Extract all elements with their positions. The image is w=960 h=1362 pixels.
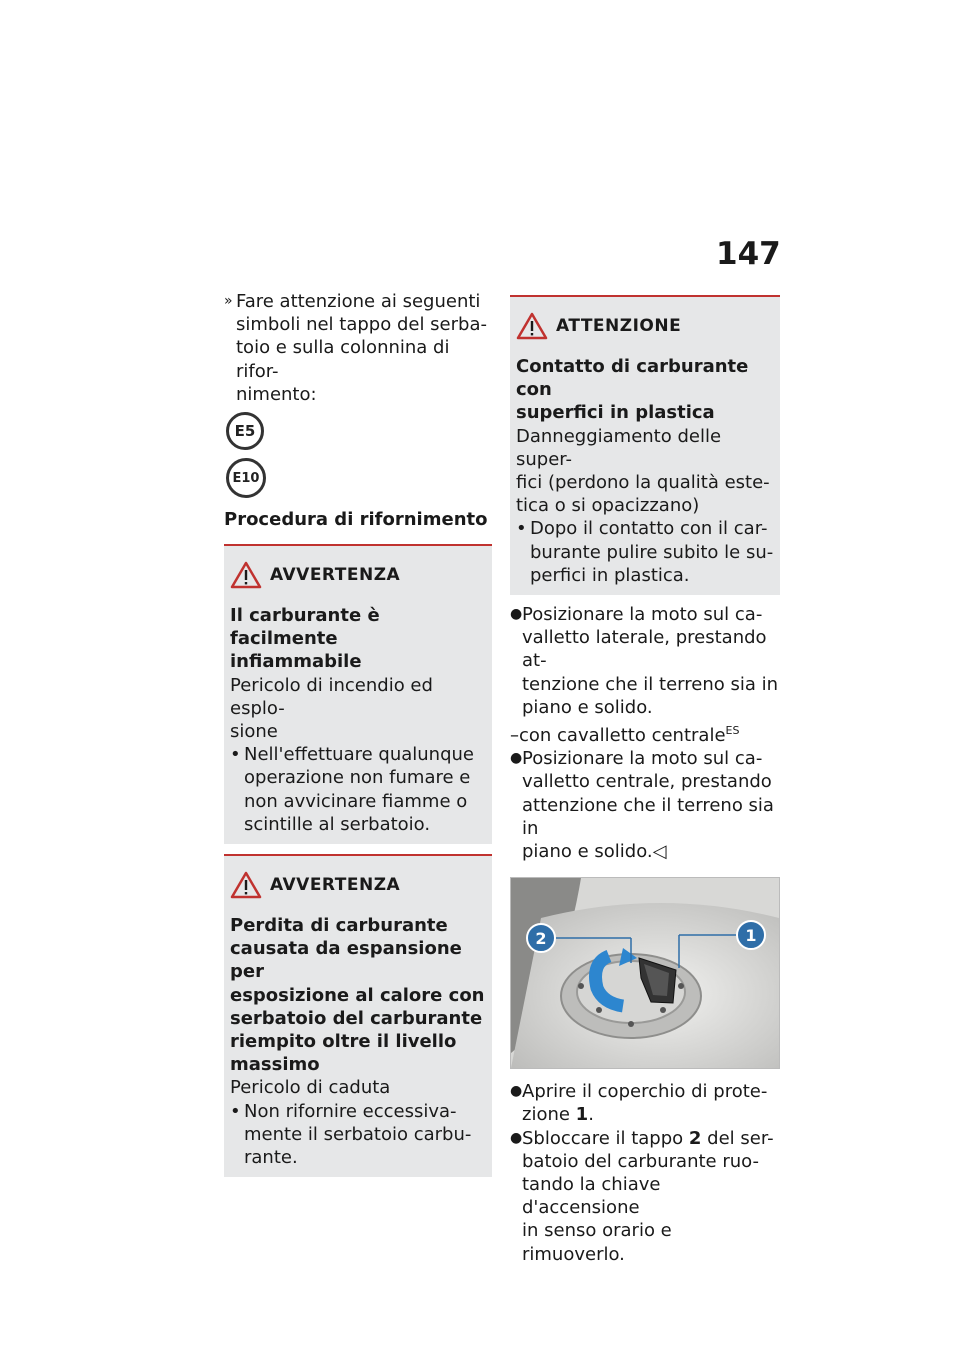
- callout-ref: 1: [575, 1104, 589, 1126]
- warning-risk: Pericolo di incendio ed esplo-: [230, 674, 433, 719]
- end-mark: ◁: [652, 841, 667, 863]
- caution-title: ATTENZIONE: [556, 316, 682, 336]
- warning-box: [224, 544, 492, 844]
- intro-line: nimento:: [236, 383, 317, 405]
- fuel-e5-icon: E5: [226, 412, 264, 450]
- section-heading: Procedura di rifornimento: [224, 509, 488, 531]
- step-line: batoio del carburante ruo-: [522, 1150, 759, 1172]
- bullet-line: Non rifornire eccessiva-: [244, 1100, 457, 1122]
- warning-subject: esposizione al calore con: [230, 984, 485, 1006]
- warning-triangle-icon: [516, 312, 548, 340]
- warning-subject: Il carburante è facilmente: [230, 605, 380, 650]
- fuel-e10-icon: E10: [226, 458, 266, 498]
- left-column: [224, 290, 492, 1177]
- variant-label: [510, 719, 780, 747]
- special-equipment-sup: ES: [725, 724, 740, 738]
- intro-line: toio e sulla colonnina di rifor-: [236, 337, 450, 382]
- warning-risk: sione: [230, 721, 278, 743]
- instruction-step: ● Aprire il coperchio di prote- zione 1.: [510, 1081, 768, 1126]
- warning-box: [224, 854, 492, 1177]
- callout-label: 2: [535, 929, 547, 949]
- bullet-line: scintille al serbatoio.: [244, 813, 431, 835]
- fuel-cap-figure: [510, 877, 780, 1069]
- step-line: piano e solido.: [522, 841, 653, 863]
- intro-line: Fare attenzione ai seguenti: [236, 291, 481, 312]
- step-line: piano e solido.: [522, 696, 653, 718]
- page-number: 147: [716, 236, 781, 272]
- step-line: valletto laterale, prestando at-: [522, 627, 767, 672]
- step-line: del ser-: [701, 1127, 774, 1149]
- step-line: zione: [522, 1104, 576, 1126]
- step-line: valletto centrale, prestando: [522, 771, 772, 793]
- step-line: Posizionare la moto sul ca-: [522, 748, 763, 770]
- warning-title: AVVERTENZA: [270, 875, 401, 896]
- caution-box: [510, 295, 780, 595]
- caution-risk: Danneggiamento delle super-: [516, 425, 722, 470]
- step-line: .: [588, 1104, 594, 1126]
- instruction-step: ● Sbloccare il tappo 2 del ser- batoio del carburante ruo- tando la chiave d'accensione in senso orario e rimuoverlo.: [510, 1127, 780, 1266]
- bullet-line: burante pulire subito le su-: [530, 541, 774, 563]
- caution-risk: tica o si opacizzano): [516, 495, 700, 517]
- warning-risk: Pericolo di caduta: [230, 1077, 391, 1099]
- warning-subject: infiammabile: [230, 651, 362, 673]
- step-line: Sbloccare il tappo: [522, 1127, 689, 1149]
- callout-label: 1: [745, 926, 757, 946]
- result-marker: »: [224, 293, 233, 309]
- callout-ref: 2: [688, 1127, 702, 1149]
- caution-bullet: • Dopo il contatto con il car- burante pulire subito le su- perfici in plastica.: [516, 518, 774, 586]
- bullet-line: non avvicinare fiamme o: [244, 790, 468, 812]
- step-line: attenzione che il terreno sia in: [522, 794, 774, 839]
- instruction-step: ● Posizionare la moto sul ca- valletto laterale, prestando at- tenzione che il terreno sia in piano e solido.: [510, 604, 779, 718]
- bullet-line: Dopo il contatto con il car-: [530, 518, 768, 540]
- right-column: [510, 295, 780, 1266]
- warning-subject: Perdita di carburante: [230, 915, 448, 937]
- bullet-line: rante.: [244, 1147, 298, 1169]
- bullet-line: operazione non fumare e: [244, 767, 471, 789]
- warning-subject: riempito oltre il livello: [230, 1031, 457, 1053]
- variant-text: –con cavalletto centrale: [510, 725, 726, 747]
- caution-risk: fici (perdono la qualità este-: [516, 472, 770, 494]
- warning-bullet: • Nell'effettuare qualunque operazione non fumare e non avvicinare fiamme o scintille al serbatoio.: [230, 744, 474, 835]
- warning-subject: massimo: [230, 1054, 320, 1076]
- warning-triangle-icon: [230, 871, 262, 899]
- warning-subject: causata da espansione per: [230, 938, 462, 983]
- step-line: Aprire il coperchio di prote-: [522, 1081, 768, 1103]
- warning-subject: serbatoio del carburante: [230, 1007, 483, 1029]
- step-line: Posizionare la moto sul ca-: [522, 604, 763, 626]
- bullet-line: perfici in plastica.: [530, 564, 690, 586]
- bullet-line: Nell'effettuare qualunque: [244, 744, 474, 766]
- step-line: tenzione che il terreno sia in: [522, 673, 779, 695]
- instruction-step: ● Posizionare la moto sul ca- valletto centrale, prestando attenzione che il terreno sia in piano e solido.◁: [510, 747, 780, 863]
- caution-subject: Contatto di carburante con: [516, 356, 749, 401]
- intro-instruction: [224, 290, 492, 406]
- warning-triangle-icon: [230, 561, 262, 589]
- intro-line: simboli nel tappo del serba-: [236, 314, 487, 336]
- warning-bullet: • Non rifornire eccessiva- mente il serbatoio carbu- rante.: [230, 1100, 472, 1169]
- warning-title: AVVERTENZA: [270, 565, 401, 586]
- step-line: in senso orario e rimuoverlo.: [522, 1220, 672, 1265]
- bullet-line: mente il serbatoio carbu-: [244, 1123, 472, 1145]
- step-line: tando la chiave d'accensione: [522, 1174, 661, 1219]
- caution-subject: superfici in plastica: [516, 402, 715, 424]
